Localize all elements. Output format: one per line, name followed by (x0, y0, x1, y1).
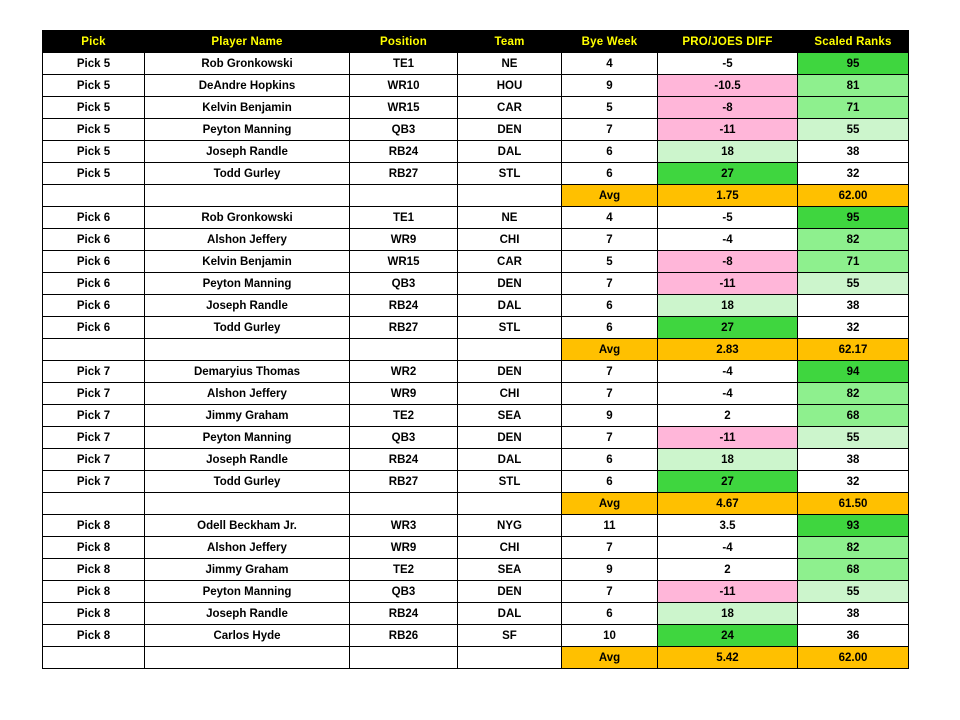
cell-position: QB3 (350, 119, 458, 141)
cell-player-name: Alshon Jeffery (145, 537, 350, 559)
cell-pro-joes-diff: 4.67 (658, 493, 798, 515)
cell-scaled-rank: 61.50 (798, 493, 909, 515)
cell-player-name: Kelvin Benjamin (145, 97, 350, 119)
average-row (43, 647, 909, 669)
cell-scaled-rank: 95 (798, 207, 909, 229)
cell-pro-joes-diff: -10.5 (658, 75, 798, 97)
cell-player-name: Alshon Jeffery (145, 383, 350, 405)
cell-bye-week: 10 (562, 625, 658, 647)
cell-bye-week: 7 (562, 273, 658, 295)
cell-position: RB24 (350, 141, 458, 163)
cell-bye-week: 5 (562, 251, 658, 273)
column-header-position: Position (350, 31, 458, 53)
table-row (43, 141, 909, 163)
cell-scaled-rank: 71 (798, 97, 909, 119)
cell-player-name: Carlos Hyde (145, 625, 350, 647)
table-row (43, 559, 909, 581)
cell-player-name: Joseph Randle (145, 141, 350, 163)
cell-bye-week: 6 (562, 317, 658, 339)
cell-team: HOU (458, 75, 562, 97)
column-header-pro-joes-diff: PRO/JOES DIFF (658, 31, 798, 53)
table-row (43, 625, 909, 647)
cell-team: DAL (458, 295, 562, 317)
cell-bye-week: 6 (562, 603, 658, 625)
cell-team: DEN (458, 361, 562, 383)
cell-bye-week: 6 (562, 471, 658, 493)
cell-team: DEN (458, 119, 562, 141)
cell-pro-joes-diff: -11 (658, 273, 798, 295)
cell-player-name: Alshon Jeffery (145, 229, 350, 251)
cell-player-name: Joseph Randle (145, 603, 350, 625)
cell-position: TE2 (350, 405, 458, 427)
cell-position (350, 493, 458, 515)
column-header-pick: Pick (43, 31, 145, 53)
cell-pick: Pick 5 (43, 75, 145, 97)
cell-bye-week: 11 (562, 515, 658, 537)
table-row (43, 537, 909, 559)
cell-team: DEN (458, 581, 562, 603)
cell-scaled-rank: 36 (798, 625, 909, 647)
cell-team: DEN (458, 427, 562, 449)
cell-pick: Pick 5 (43, 53, 145, 75)
cell-position: WR2 (350, 361, 458, 383)
cell-pro-joes-diff: 18 (658, 141, 798, 163)
table-row (43, 273, 909, 295)
cell-player-name: Peyton Manning (145, 427, 350, 449)
cell-bye-week: 6 (562, 295, 658, 317)
table-row (43, 449, 909, 471)
table-body (43, 53, 909, 669)
cell-player-name: Rob Gronkowski (145, 53, 350, 75)
cell-bye-week: 7 (562, 427, 658, 449)
cell-team: STL (458, 471, 562, 493)
cell-player-name: Demaryius Thomas (145, 361, 350, 383)
cell-bye-week: Avg (562, 339, 658, 361)
cell-scaled-rank: 71 (798, 251, 909, 273)
cell-scaled-rank: 55 (798, 273, 909, 295)
header-row (43, 31, 909, 53)
cell-position: RB24 (350, 603, 458, 625)
cell-position: WR9 (350, 229, 458, 251)
cell-pick: Pick 8 (43, 559, 145, 581)
cell-bye-week: 5 (562, 97, 658, 119)
cell-position: RB27 (350, 163, 458, 185)
cell-position: QB3 (350, 581, 458, 603)
cell-pro-joes-diff: 1.75 (658, 185, 798, 207)
cell-team: CAR (458, 251, 562, 273)
cell-team: SEA (458, 405, 562, 427)
cell-team: DEN (458, 273, 562, 295)
cell-bye-week: 6 (562, 449, 658, 471)
table-row (43, 295, 909, 317)
cell-pro-joes-diff: -8 (658, 251, 798, 273)
cell-position: TE1 (350, 53, 458, 75)
cell-position: WR9 (350, 383, 458, 405)
cell-player-name: Todd Gurley (145, 471, 350, 493)
cell-position: RB27 (350, 317, 458, 339)
cell-team: STL (458, 163, 562, 185)
cell-pro-joes-diff: -4 (658, 537, 798, 559)
cell-scaled-rank: 32 (798, 471, 909, 493)
cell-bye-week: 7 (562, 361, 658, 383)
cell-team (458, 647, 562, 669)
cell-pick: Pick 6 (43, 251, 145, 273)
cell-scaled-rank: 55 (798, 581, 909, 603)
cell-position (350, 647, 458, 669)
cell-team: NYG (458, 515, 562, 537)
cell-position (350, 185, 458, 207)
cell-scaled-rank: 82 (798, 383, 909, 405)
average-row (43, 339, 909, 361)
cell-bye-week: Avg (562, 493, 658, 515)
cell-scaled-rank: 68 (798, 405, 909, 427)
cell-pro-joes-diff: 2 (658, 559, 798, 581)
cell-position: QB3 (350, 427, 458, 449)
cell-pro-joes-diff: 2.83 (658, 339, 798, 361)
table-row (43, 581, 909, 603)
cell-team: SEA (458, 559, 562, 581)
cell-pick: Pick 6 (43, 273, 145, 295)
cell-scaled-rank: 38 (798, 603, 909, 625)
cell-team (458, 493, 562, 515)
cell-bye-week: 7 (562, 229, 658, 251)
column-header-team: Team (458, 31, 562, 53)
cell-pick: Pick 7 (43, 427, 145, 449)
cell-position: TE1 (350, 207, 458, 229)
cell-pick: Pick 6 (43, 295, 145, 317)
cell-pro-joes-diff: -11 (658, 427, 798, 449)
table-header (43, 31, 909, 53)
cell-pro-joes-diff: 2 (658, 405, 798, 427)
cell-pick: Pick 7 (43, 449, 145, 471)
cell-player-name (145, 185, 350, 207)
cell-scaled-rank: 62.00 (798, 647, 909, 669)
cell-scaled-rank: 55 (798, 119, 909, 141)
table-row (43, 75, 909, 97)
cell-player-name: DeAndre Hopkins (145, 75, 350, 97)
cell-scaled-rank: 68 (798, 559, 909, 581)
cell-player-name: Jimmy Graham (145, 559, 350, 581)
cell-pick: Pick 6 (43, 317, 145, 339)
cell-position: RB27 (350, 471, 458, 493)
table-row (43, 603, 909, 625)
cell-team: SF (458, 625, 562, 647)
cell-team: CHI (458, 537, 562, 559)
cell-team: DAL (458, 449, 562, 471)
cell-position: TE2 (350, 559, 458, 581)
cell-pick: Pick 8 (43, 625, 145, 647)
cell-pro-joes-diff: -11 (658, 581, 798, 603)
cell-pro-joes-diff: 18 (658, 449, 798, 471)
cell-player-name: Joseph Randle (145, 449, 350, 471)
table-row (43, 427, 909, 449)
cell-team: STL (458, 317, 562, 339)
cell-pick: Pick 7 (43, 471, 145, 493)
cell-pro-joes-diff: 3.5 (658, 515, 798, 537)
cell-pro-joes-diff: 18 (658, 295, 798, 317)
cell-scaled-rank: 32 (798, 317, 909, 339)
cell-pick: Pick 5 (43, 163, 145, 185)
cell-pro-joes-diff: 27 (658, 471, 798, 493)
table-row (43, 471, 909, 493)
table-row (43, 229, 909, 251)
column-header-bye-week: Bye Week (562, 31, 658, 53)
cell-pro-joes-diff: 27 (658, 163, 798, 185)
cell-player-name: Todd Gurley (145, 163, 350, 185)
cell-team: CHI (458, 229, 562, 251)
cell-bye-week: 4 (562, 207, 658, 229)
cell-pick (43, 339, 145, 361)
cell-position: WR3 (350, 515, 458, 537)
cell-player-name: Joseph Randle (145, 295, 350, 317)
cell-pro-joes-diff: 5.42 (658, 647, 798, 669)
cell-player-name: Rob Gronkowski (145, 207, 350, 229)
cell-player-name: Jimmy Graham (145, 405, 350, 427)
cell-pro-joes-diff: 24 (658, 625, 798, 647)
cell-position: WR15 (350, 97, 458, 119)
table-row (43, 53, 909, 75)
cell-pro-joes-diff: -5 (658, 53, 798, 75)
cell-pick: Pick 6 (43, 207, 145, 229)
cell-team: CAR (458, 97, 562, 119)
draft-results-table (42, 30, 909, 669)
cell-scaled-rank: 82 (798, 537, 909, 559)
cell-pro-joes-diff: -11 (658, 119, 798, 141)
cell-bye-week: 7 (562, 537, 658, 559)
cell-pro-joes-diff: -8 (658, 97, 798, 119)
table-row (43, 361, 909, 383)
cell-scaled-rank: 38 (798, 141, 909, 163)
average-row (43, 493, 909, 515)
cell-player-name: Peyton Manning (145, 581, 350, 603)
cell-pro-joes-diff: 18 (658, 603, 798, 625)
cell-pick: Pick 8 (43, 581, 145, 603)
cell-pro-joes-diff: -5 (658, 207, 798, 229)
cell-scaled-rank: 81 (798, 75, 909, 97)
cell-pick: Pick 7 (43, 405, 145, 427)
table-row (43, 515, 909, 537)
cell-team: DAL (458, 603, 562, 625)
cell-scaled-rank: 38 (798, 295, 909, 317)
cell-bye-week: 6 (562, 163, 658, 185)
cell-player-name (145, 339, 350, 361)
cell-player-name (145, 493, 350, 515)
cell-pro-joes-diff: -4 (658, 361, 798, 383)
cell-bye-week: 4 (562, 53, 658, 75)
cell-pick (43, 185, 145, 207)
cell-pro-joes-diff: -4 (658, 229, 798, 251)
cell-scaled-rank: 38 (798, 449, 909, 471)
cell-pro-joes-diff: -4 (658, 383, 798, 405)
cell-scaled-rank: 93 (798, 515, 909, 537)
cell-position: WR10 (350, 75, 458, 97)
cell-scaled-rank: 55 (798, 427, 909, 449)
cell-bye-week: 6 (562, 141, 658, 163)
cell-pick (43, 493, 145, 515)
cell-position (350, 339, 458, 361)
cell-scaled-rank: 95 (798, 53, 909, 75)
table-row (43, 383, 909, 405)
cell-team (458, 185, 562, 207)
cell-player-name: Kelvin Benjamin (145, 251, 350, 273)
table-row (43, 119, 909, 141)
table-row (43, 97, 909, 119)
cell-pick: Pick 8 (43, 603, 145, 625)
cell-team: DAL (458, 141, 562, 163)
cell-pick (43, 647, 145, 669)
cell-bye-week: Avg (562, 647, 658, 669)
cell-position: RB24 (350, 449, 458, 471)
cell-pick: Pick 5 (43, 119, 145, 141)
cell-pick: Pick 8 (43, 537, 145, 559)
cell-position: WR15 (350, 251, 458, 273)
cell-scaled-rank: 82 (798, 229, 909, 251)
cell-player-name: Peyton Manning (145, 273, 350, 295)
cell-position: WR9 (350, 537, 458, 559)
cell-bye-week: 7 (562, 383, 658, 405)
cell-team: NE (458, 207, 562, 229)
cell-bye-week: 9 (562, 75, 658, 97)
column-header-player-name: Player Name (145, 31, 350, 53)
cell-pro-joes-diff: 27 (658, 317, 798, 339)
cell-player-name: Todd Gurley (145, 317, 350, 339)
table-row (43, 251, 909, 273)
cell-bye-week: 9 (562, 405, 658, 427)
cell-bye-week: 9 (562, 559, 658, 581)
cell-pick: Pick 7 (43, 383, 145, 405)
table-row (43, 163, 909, 185)
table-row (43, 207, 909, 229)
cell-bye-week: 7 (562, 581, 658, 603)
cell-pick: Pick 5 (43, 97, 145, 119)
table-row (43, 317, 909, 339)
table-row (43, 405, 909, 427)
cell-position: RB24 (350, 295, 458, 317)
cell-scaled-rank: 62.17 (798, 339, 909, 361)
cell-player-name: Odell Beckham Jr. (145, 515, 350, 537)
cell-player-name: Peyton Manning (145, 119, 350, 141)
cell-scaled-rank: 62.00 (798, 185, 909, 207)
cell-position: RB26 (350, 625, 458, 647)
column-header-scaled-ranks: Scaled Ranks (798, 31, 909, 53)
cell-pick: Pick 5 (43, 141, 145, 163)
cell-position: QB3 (350, 273, 458, 295)
cell-pick: Pick 7 (43, 361, 145, 383)
cell-scaled-rank: 94 (798, 361, 909, 383)
cell-team: CHI (458, 383, 562, 405)
cell-bye-week: 7 (562, 119, 658, 141)
cell-player-name (145, 647, 350, 669)
cell-pick: Pick 8 (43, 515, 145, 537)
average-row (43, 185, 909, 207)
cell-team (458, 339, 562, 361)
cell-team: NE (458, 53, 562, 75)
cell-bye-week: Avg (562, 185, 658, 207)
cell-scaled-rank: 32 (798, 163, 909, 185)
cell-pick: Pick 6 (43, 229, 145, 251)
